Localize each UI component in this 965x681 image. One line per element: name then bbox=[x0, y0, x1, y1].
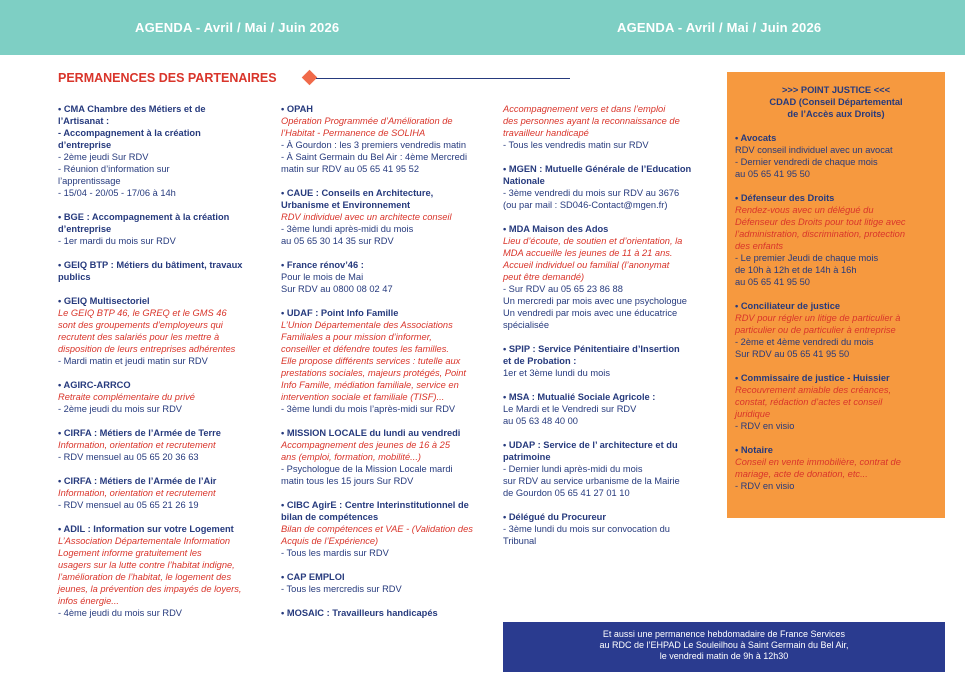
entry-bge bbox=[58, 211, 273, 247]
entry-detail: Un vendredi par mois avec une éducatrice bbox=[503, 308, 678, 318]
entry-geiq-multi bbox=[58, 295, 273, 367]
entry-heading: d’entreprise bbox=[58, 224, 112, 234]
section-title: PERMANENCES DES PARTENAIRES bbox=[58, 71, 277, 85]
entry-detail: l’apprentissage bbox=[58, 176, 121, 186]
entry-detail: au 05 65 41 95 50 bbox=[735, 277, 810, 287]
entry-description: Elle propose différents services : tutelle aux bbox=[281, 356, 461, 366]
entry-description: Le GEIQ BTP 46, le GREQ et le GMS 46 bbox=[58, 308, 227, 318]
entry-detail: Pour le mois de Mai bbox=[281, 272, 364, 282]
entry-heading: • MISSION LOCALE du lundi au vendredi bbox=[281, 428, 461, 438]
entry-cap-emploi bbox=[281, 571, 496, 595]
entry-mosaic-cont bbox=[503, 103, 718, 151]
entry-detail: - À Saint Germain du Bel Air : 4ème Mercredi bbox=[281, 152, 468, 162]
entry-cibc bbox=[281, 499, 496, 559]
entry-heading: • AGIRC-ARRCO bbox=[58, 380, 131, 390]
entry-heading: • MSA : Mutualié Sociale Agricole : bbox=[503, 392, 656, 402]
entry-geiq-btp bbox=[58, 259, 273, 283]
entry-heading: • France rénov’46 : bbox=[281, 260, 364, 270]
entry-description: juridique bbox=[735, 409, 771, 419]
entry-description: L’Union Départementale des Associations bbox=[281, 320, 453, 330]
entry-detail: matin tous les 15 jours Sur RDV bbox=[281, 476, 414, 486]
entry-heading: • BGE : Accompagnement à la création bbox=[58, 212, 230, 222]
entry-description: l’Habitat - Permanence de SOLIHA bbox=[281, 128, 426, 138]
entry-detail: - Sur RDV au 05 65 23 86 88 bbox=[503, 284, 623, 294]
entry-heading: • Délégué du Procureur bbox=[503, 512, 606, 522]
entry-detail: - RDV mensuel au 05 65 20 36 63 bbox=[58, 452, 199, 462]
entry-france-renov bbox=[281, 259, 496, 295]
entry-heading: • ADIL : Information sur votre Logement bbox=[58, 524, 234, 534]
point-justice-entries bbox=[735, 132, 937, 492]
entry-mda bbox=[503, 223, 718, 331]
entry-detail: - Psychologue de la Mission Locale mardi bbox=[281, 464, 453, 474]
entry-detail: - 2ème jeudi Sur RDV bbox=[58, 152, 149, 162]
entry-description: particulier ou de particulier à entreprise bbox=[735, 325, 896, 335]
entry-avocats bbox=[735, 132, 937, 180]
entry-description: Info Famille, médiation familiale, service en bbox=[281, 380, 459, 390]
entry-description: Rendez-vous avec un délégué du bbox=[735, 205, 874, 215]
entry-detail: - Le premier Jeudi de chaque mois bbox=[735, 253, 879, 263]
entry-description: recrutent des salariés pour les mettre à bbox=[58, 332, 220, 342]
column-middle bbox=[281, 103, 496, 631]
entry-heading: • Notaire bbox=[735, 445, 773, 455]
entry-description: Information, orientation et recrutement bbox=[58, 488, 216, 498]
entry-description: travailleur handicapé bbox=[503, 128, 589, 138]
entry-agirc bbox=[58, 379, 273, 415]
entry-description: peut être demandé) bbox=[503, 272, 585, 282]
entry-heading: • UDAF : Point Info Famille bbox=[281, 308, 399, 318]
title-rule bbox=[316, 78, 570, 79]
entry-detail: - Tous les vendredis matin sur RDV bbox=[503, 140, 649, 150]
entry-detail: - 1er mardi du mois sur RDV bbox=[58, 236, 176, 246]
entry-heading: • Défenseur des Droits bbox=[735, 193, 835, 203]
entry-heading: • Commissaire de justice - Huissier bbox=[735, 373, 890, 383]
entry-detail: sur RDV au service urbanisme de la Mairie bbox=[503, 476, 680, 486]
entry-mosaic bbox=[281, 607, 496, 619]
entry-detail: - 3ème lundi après-midi du mois bbox=[281, 224, 414, 234]
entry-detail: - À Gourdon : les 3 premiers vendredis matin bbox=[281, 140, 466, 150]
banner-line: le vendredi matin de 9h à 12h30 bbox=[659, 651, 789, 661]
entry-detail: Sur RDV au 05 65 41 95 50 bbox=[735, 349, 850, 359]
entry-detail: Sur RDV au 0800 08 02 47 bbox=[281, 284, 393, 294]
entry-description: Familiales a pour mission d’informer, bbox=[281, 332, 432, 342]
entry-description: Accompagnement des jeunes de 16 à 25 bbox=[281, 440, 451, 450]
entry-detail: Un mercredi par mois avec une psychologue bbox=[503, 296, 687, 306]
entry-description: mariage, acte de donation, etc... bbox=[735, 469, 868, 479]
entry-description: usagers sur la lutte contre l’habitat indigne, bbox=[58, 560, 235, 570]
header-band bbox=[0, 0, 965, 55]
point-justice-box bbox=[727, 72, 945, 518]
entry-heading: • Conciliateur de justice bbox=[735, 301, 841, 311]
entry-detail: - 3ème lundi du mois l’après-midi sur RDV bbox=[281, 404, 456, 414]
entry-description: Logement informe gratuitement les bbox=[58, 548, 202, 558]
entry-description: sont des groupements d’employeurs qui bbox=[58, 320, 223, 330]
entry-detail: au 05 65 41 95 50 bbox=[735, 169, 810, 179]
entry-detail: au 05 63 48 40 00 bbox=[503, 416, 578, 426]
entry-description: MDA accueille les jeunes de 11 à 21 ans. bbox=[503, 248, 673, 258]
entry-detail: - 3ème lundi du mois sur convocation du bbox=[503, 524, 670, 534]
entry-heading: Urbanisme et Environnement bbox=[281, 200, 411, 210]
entry-detail: de 10h à 12h et de 14h à 16h bbox=[735, 265, 857, 275]
entry-description: Lieu d’écoute, de soutien et d’orientation, la bbox=[503, 236, 683, 246]
entry-detail: - Tous les mardis sur RDV bbox=[281, 548, 389, 558]
entry-heading: • CMA Chambre des Métiers et de bbox=[58, 104, 206, 114]
entry-cirfa-air bbox=[58, 475, 273, 511]
entry-detail: - 15/04 - 20/05 - 17/06 à 14h bbox=[58, 188, 176, 198]
entry-heading: • CIRFA : Métiers de l’Armée de Terre bbox=[58, 428, 221, 438]
column-left bbox=[58, 103, 273, 631]
entry-spip bbox=[503, 343, 718, 379]
entry-detail: - Réunion d’information sur bbox=[58, 164, 170, 174]
point-justice-title bbox=[735, 84, 937, 120]
entry-detail: - Mardi matin et jeudi matin sur RDV bbox=[58, 356, 208, 366]
entry-caue bbox=[281, 187, 496, 247]
entry-heading: • CAP EMPLOI bbox=[281, 572, 345, 582]
entry-commissaire bbox=[735, 372, 937, 432]
entry-description: l’administration, discrimination, protection bbox=[735, 229, 905, 239]
france-services-banner bbox=[503, 622, 945, 672]
entry-detail: au 05 65 30 14 35 sur RDV bbox=[281, 236, 394, 246]
entry-udap bbox=[503, 439, 718, 499]
entry-notaire bbox=[735, 444, 937, 492]
entry-detail: de Gourdon 05 65 41 27 01 10 bbox=[503, 488, 630, 498]
entry-description: Bilan de compétences et VAE - (Validation des bbox=[281, 524, 473, 534]
entry-detail: - RDV en visio bbox=[735, 421, 795, 431]
entry-description: Opération Programmée d’Amélioration de bbox=[281, 116, 453, 126]
entry-heading: - Accompagnement à la création bbox=[58, 128, 201, 138]
entry-description: RDV pour régler un litige de particulier à bbox=[735, 313, 901, 323]
entry-detail: Tribunal bbox=[503, 536, 537, 546]
entry-heading: • CIRFA : Métiers de l’Armée de l’Air bbox=[58, 476, 217, 486]
entry-opah bbox=[281, 103, 496, 175]
entry-heading: • Avocats bbox=[735, 133, 777, 143]
entry-description: jeunes, la prévention des impayés de loyers, bbox=[58, 584, 242, 594]
entry-detail: spécialisée bbox=[503, 320, 549, 330]
entry-delegue bbox=[503, 511, 718, 547]
justice-title-line: >>> POINT JUSTICE <<< bbox=[782, 85, 890, 95]
entry-description: RDV individuel avec un architecte conseil bbox=[281, 212, 452, 222]
entry-heading: • GEIQ Multisectoriel bbox=[58, 296, 150, 306]
entry-detail: - 2ème jeudi du mois sur RDV bbox=[58, 404, 183, 414]
entry-heading: • SPIP : Service Pénitentiaire d’Insertion bbox=[503, 344, 680, 354]
entry-description: conseiller et défendre toutes les familles. bbox=[281, 344, 449, 354]
entry-msa bbox=[503, 391, 718, 427]
entry-detail: - RDV en visio bbox=[735, 481, 795, 491]
justice-title-line: de l’Accès aux Droits) bbox=[787, 109, 885, 119]
entry-heading: • CIBC AgirE : Centre Interinstitutionnel de bbox=[281, 500, 469, 510]
entry-detail: (ou par mail : SD046-Contact@mgen.fr) bbox=[503, 200, 668, 210]
entry-udaf bbox=[281, 307, 496, 415]
entry-mission-locale bbox=[281, 427, 496, 487]
entry-heading: publics bbox=[58, 272, 91, 282]
entry-heading: • MGEN : Mutuelle Générale de l’Education bbox=[503, 164, 692, 174]
entry-description: Recouvrement amiable des créances, bbox=[735, 385, 892, 395]
entry-detail: - RDV mensuel au 05 65 21 26 19 bbox=[58, 500, 199, 510]
entry-description: Accompagnement vers et dans l’emploi bbox=[503, 104, 666, 114]
entry-description: Acquis de l’Expérience) bbox=[281, 536, 379, 546]
diamond-icon bbox=[302, 70, 318, 86]
entry-detail: Le Mardi et le Vendredi sur RDV bbox=[503, 404, 637, 414]
banner-line: au RDC de l’EHPAD Le Souleilhou à Saint Germain du Bel Air, bbox=[599, 640, 849, 650]
entry-heading: • MDA Maison des Ados bbox=[503, 224, 609, 234]
entry-description: Accueil individuel ou familial (l’anonymat bbox=[503, 260, 670, 270]
entry-detail: - Tous les mercredis sur RDV bbox=[281, 584, 402, 594]
entry-conciliateur bbox=[735, 300, 937, 360]
entry-detail: 1er et 3ème lundi du mois bbox=[503, 368, 610, 378]
entry-description: Information, orientation et recrutement bbox=[58, 440, 216, 450]
entry-description: intervention sociale et familiale (TISF)... bbox=[281, 392, 445, 402]
banner-line: Et aussi une permanence hebdomadaire de France Services bbox=[602, 629, 846, 639]
entry-heading: Nationale bbox=[503, 176, 545, 186]
entry-heading: • UDAP : Service de l’ architecture et du bbox=[503, 440, 678, 450]
entry-heading: • OPAH bbox=[281, 104, 314, 114]
justice-title-line: CDAD (Conseil Départemental bbox=[769, 97, 903, 107]
entry-description: Conseil en vente immobilière, contrat de bbox=[735, 457, 901, 467]
entry-heading: et de Probation : bbox=[503, 356, 577, 366]
entry-description: des enfants bbox=[735, 241, 784, 251]
entry-description: disposition de leurs entreprises adhérentes bbox=[58, 344, 236, 354]
entry-defenseur bbox=[735, 192, 937, 288]
entry-heading: patrimoine bbox=[503, 452, 551, 462]
entry-cirfa-terre bbox=[58, 427, 273, 463]
entry-cma bbox=[58, 103, 273, 199]
header-title-right: AGENDA - Avril / Mai / Juin 2026 bbox=[617, 20, 822, 35]
entry-detail: - 4ème jeudi du mois sur RDV bbox=[58, 608, 183, 618]
header-title-left: AGENDA - Avril / Mai / Juin 2026 bbox=[135, 20, 340, 35]
entry-detail: matin sur RDV au 05 65 41 95 52 bbox=[281, 164, 419, 174]
entry-description: Défenseur des Droits pour tout litige avec bbox=[735, 217, 906, 227]
entry-detail: - Dernier lundi après-midi du mois bbox=[503, 464, 643, 474]
entry-description: prestations sociales, majeurs protégés, Point bbox=[281, 368, 466, 378]
entry-heading: d’entreprise bbox=[58, 140, 112, 150]
entry-description: L’Association Départementale Information bbox=[58, 536, 231, 546]
entry-heading: • GEIQ BTP : Métiers du bâtiment, travaux bbox=[58, 260, 243, 270]
entry-heading: • CAUE : Conseils en Architecture, bbox=[281, 188, 434, 198]
entry-description: constat, rédaction d’actes et conseil bbox=[735, 397, 883, 407]
entry-description: des personnes ayant la reconnaissance de bbox=[503, 116, 680, 126]
entry-heading: l’Artisanat : bbox=[58, 116, 110, 126]
entry-heading: bilan de compétences bbox=[281, 512, 379, 522]
entry-description: l’amélioration de l’habitat, le logement des bbox=[58, 572, 232, 582]
entry-adil bbox=[58, 523, 273, 619]
entry-detail: - 2ème et 4ème vendredi du mois bbox=[735, 337, 874, 347]
entry-heading: • MOSAIC : Travailleurs handicapés bbox=[281, 608, 438, 618]
entry-detail: - 3ème vendredi du mois sur RDV au 3676 bbox=[503, 188, 680, 198]
column-right bbox=[503, 103, 718, 559]
entry-description: infos énergie... bbox=[58, 596, 119, 606]
entry-mgen bbox=[503, 163, 718, 211]
entry-description: ans (emploi, formation, mobilité...) bbox=[281, 452, 422, 462]
entry-detail: RDV conseil individuel avec un avocat bbox=[735, 145, 893, 155]
entry-description: Retraite complémentaire du privé bbox=[58, 392, 195, 402]
entry-detail: - Dernier vendredi de chaque mois bbox=[735, 157, 878, 167]
